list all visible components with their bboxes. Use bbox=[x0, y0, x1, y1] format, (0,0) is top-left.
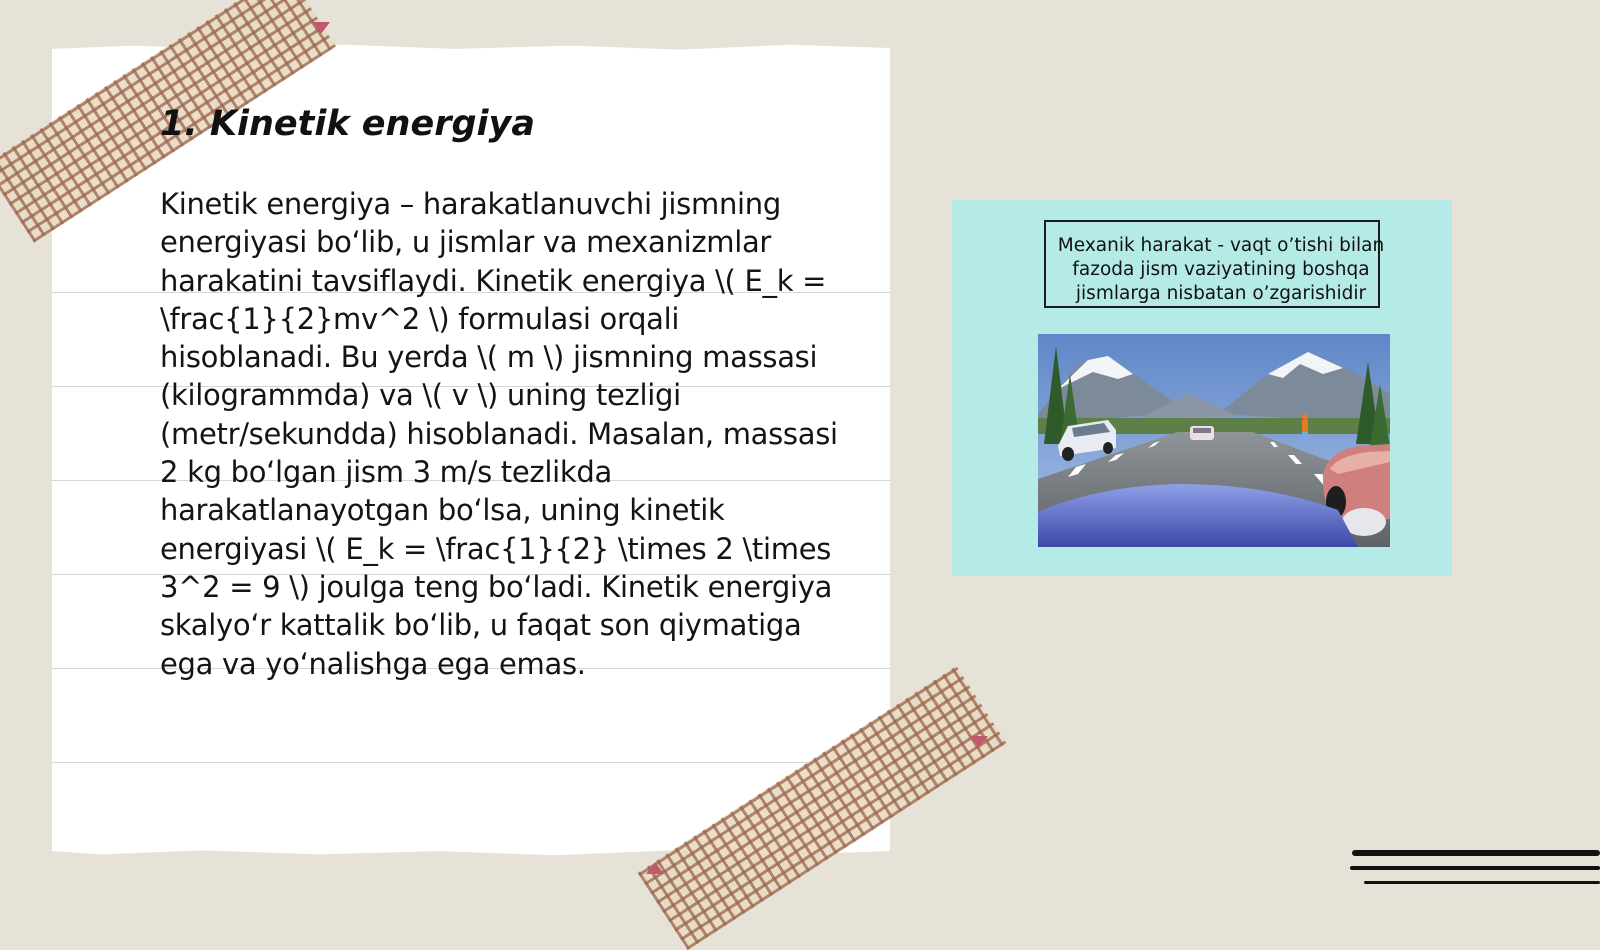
paper-rule-line bbox=[52, 762, 890, 763]
tape-corner-accent bbox=[970, 736, 988, 748]
distant-car bbox=[1190, 426, 1214, 440]
figure-caption: Mexanik harakat - vaqt o’tishi bilan fazoda jism vaziyatining boshqa jismlarga nisbatan o’zgarishidir bbox=[1057, 235, 1385, 304]
brush-stroke bbox=[1350, 866, 1600, 870]
tape-corner-accent bbox=[646, 862, 664, 874]
slide-title: 1. Kinetik energiya bbox=[160, 104, 535, 144]
tape-corner-accent bbox=[312, 22, 330, 34]
slide-body-text: Kinetik energiya – harakatlanuvchi jismning energiyasi bo‘lib, u jismlar va mexanizmlar harakatini tavsiflaydi. Kinetik energiya \( E_k = \frac{1}{2}mv^2 \) formulasi orqali hisoblanadi. Bu yerda \( m \) jismning massasi (kilogrammda) va \( v \) uning tezligi (metr/sekundda) hisoblanadi. Masalan, massasi 2 kg bo‘lgan jism 3 m/s tezlikda harakatlanayotgan bo‘lsa, uning kinetik energiyasi \( E_k = \frac{1}{2} \times 2 \times 3^2 = 9 \) joulga teng bo‘ladi. Kinetik energiya skalyo‘r kattalik bo‘lib, u faqat son qiymatiga ega va yo‘nalishga ega emas. bbox=[160, 187, 838, 681]
cyclist bbox=[1302, 414, 1308, 442]
road-scene-illustration bbox=[1038, 334, 1390, 547]
brush-stroke bbox=[1364, 881, 1600, 884]
brush-stroke bbox=[1352, 850, 1600, 856]
